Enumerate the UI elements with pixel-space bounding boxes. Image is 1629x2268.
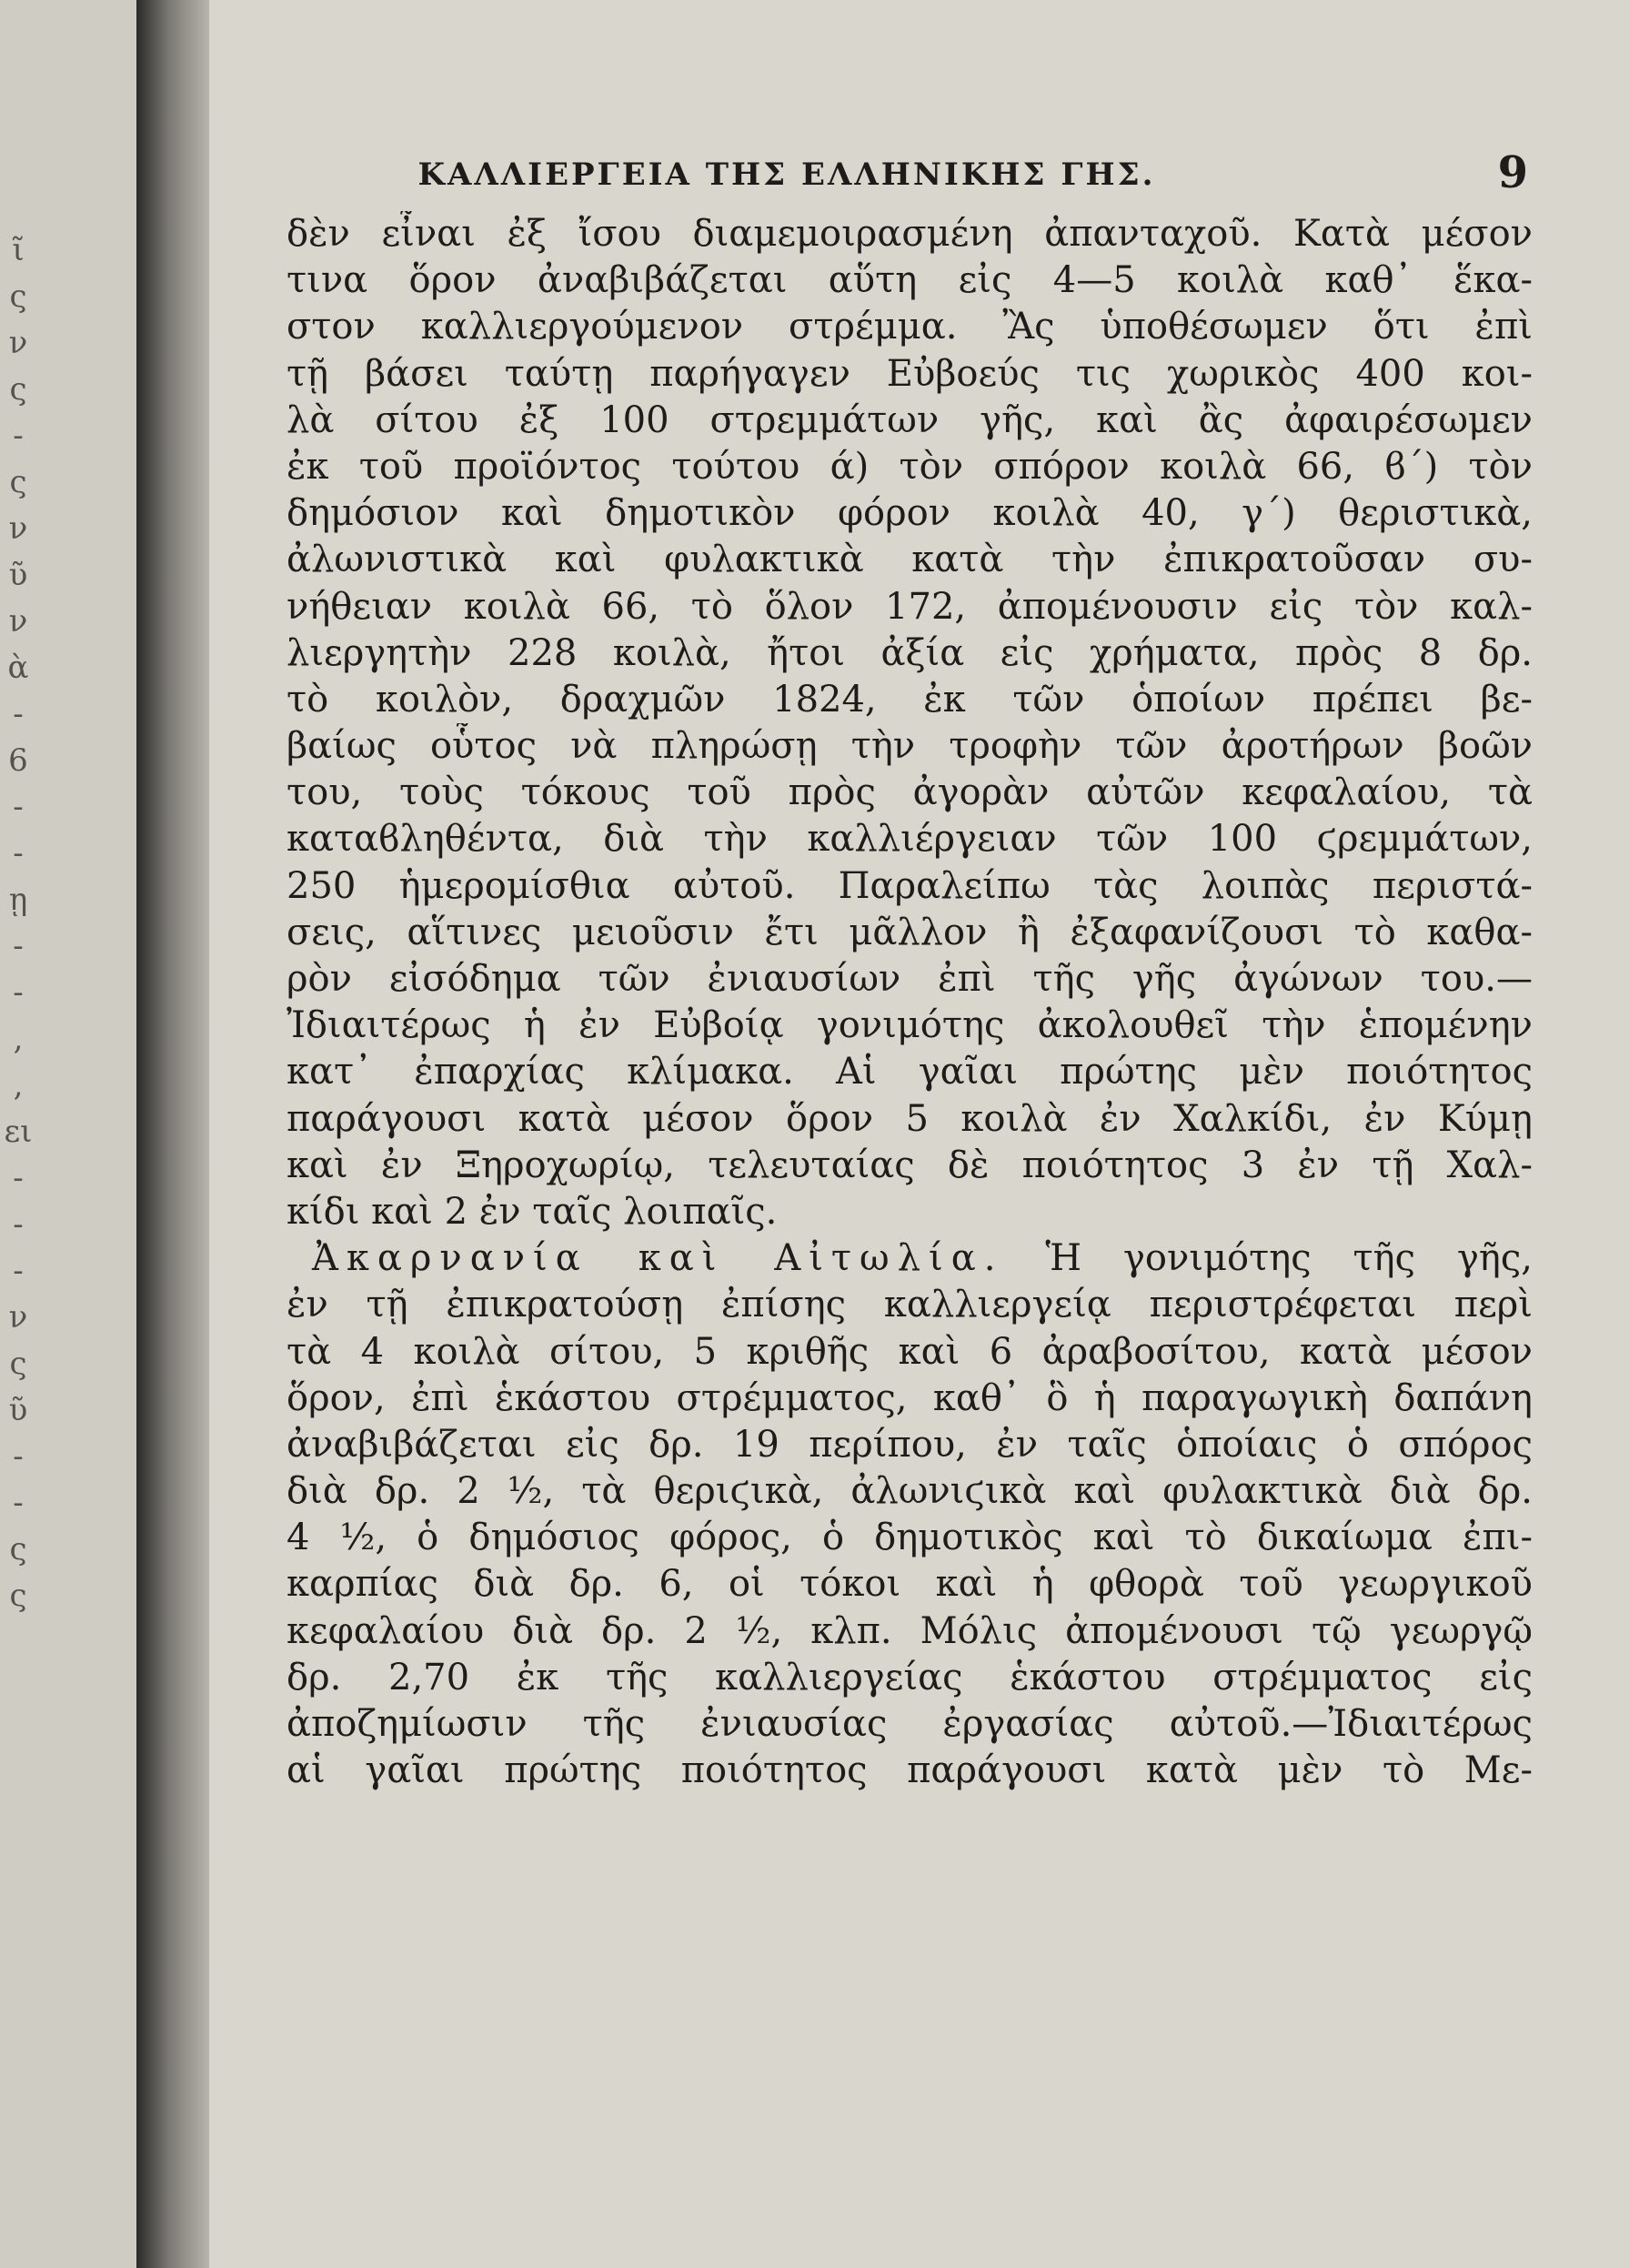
section-heading: Ἀκαρνανία καὶ Αἰτωλία. (312, 1237, 1004, 1280)
left-page-fragment: ν (8, 325, 28, 361)
running-head (282, 146, 1528, 200)
text-line: δρ. 2,70 ἐκ τῆς καλλιεργείας ἑκάστου στρέμματος εἰς (287, 1656, 1533, 1698)
left-page-fragment: - (13, 1206, 24, 1243)
left-page-fragment: ῃ (8, 882, 28, 918)
text-line: 250 ἡμερομίσθια αὐτοῦ. Παραλείπω τὰς λοιπὰς περιστά- (287, 864, 1533, 907)
text-line: 4 ½, ὁ δημόσιος φόρος, ὁ δημοτικὸς καὶ τὸ δικαίωμα ἐπι- (287, 1517, 1533, 1559)
text-line: Ἰδιαιτέρως ἡ ἐν Εὐβοίᾳ γονιμότης ἀκολουθεῖ τὴν ἑπομένην (287, 1004, 1533, 1047)
left-page-fragment: - (13, 418, 24, 454)
left-page-fragment: ς (9, 278, 27, 315)
left-page-fragment: - (13, 928, 24, 964)
left-page-fragment: ς (9, 1578, 27, 1614)
text-line: λὰ σίτου ἐξ 100 στρεμμάτων γῆς, καὶ ἂς ἀφαιρέσωμεν (287, 398, 1533, 441)
text-line: καρπίας διὰ δρ. 6, οἱ τόκοι καὶ ἡ φθορὰ τοῦ γεωργικοῦ (287, 1563, 1533, 1606)
text-line: ρὸν εἰσόδημα τῶν ἐνιαυσίων ἐπὶ τῆς γῆς ἀγώνων του.— (287, 958, 1533, 1000)
left-page-fragment: - (13, 1485, 24, 1521)
left-page-fragment: ῦ (8, 1392, 28, 1428)
text-line: παράγουσι κατὰ μέσον ὅρον 5 κοιλὰ ἐν Χαλκίδι, ἐν Κύμῃ (287, 1097, 1533, 1140)
left-page-edge (0, 0, 136, 2268)
text-line: σεις, αἵτινες μειοῦσιν ἔτι μᾶλλον ἢ ἐξαφανίζουσι τὸ καθα- (287, 911, 1533, 953)
text-line: κίδι καὶ 2 ἐν ταῖς λοιπαῖς. (287, 1190, 778, 1233)
left-page-fragment: ς (9, 1531, 27, 1567)
left-page-fragment: ς (9, 1346, 27, 1382)
text-line: στον καλλιεργούμενον στρέμμα. Ἂς ὑποθέσωμεν ὅτι ἐπὶ (287, 306, 1533, 348)
left-page-fragment: ῦ (8, 557, 28, 593)
left-page-fragment: ς (9, 464, 27, 500)
text-line (287, 1235, 1533, 1282)
left-page-fragment: - (13, 1253, 24, 1289)
left-page-fragment: ν (8, 510, 28, 547)
left-page-fragment: ν (8, 603, 28, 640)
left-page-fragment: , (13, 1021, 24, 1057)
text-line: βαίως οὗτος νὰ πληρώσῃ τὴν τροφὴν τῶν ἀροτήρων βοῶν (287, 725, 1533, 768)
left-page-fragment: - (13, 789, 24, 825)
text-line: κεφαλαίου διὰ δρ. 2 ½, κλπ. Μόλις ἀπομένουσι τῷ γεωργῷ (287, 1609, 1533, 1652)
text-line: ἀναβιβάζεται εἰς δρ. 19 περίπου, ἐν ταῖς ὁποίαις ὁ σπόρος (287, 1423, 1533, 1466)
text-line: ἀλωνιστικὰ καὶ φυλακτικὰ κατὰ τὴν ἐπικρατοῦσαν συ- (287, 539, 1533, 581)
left-page-fragment: - (13, 974, 24, 1011)
page-header-title: ΚΑΛΛΙΕΡΓΕΙΑ ΤΗΣ ΕΛΛΗΝΙΚΗΣ ΓΗΣ. (417, 156, 1156, 193)
left-page-fragment: ν (8, 1299, 28, 1336)
text-line: κατ᾽ ἐπαρχίας κλίμακα. Αἱ γαῖαι πρώτης μὲν ποιότητος (287, 1051, 1533, 1094)
left-page-fragment: - (13, 1438, 24, 1475)
text-line: ἐν τῇ ἐπικρατούσῃ ἐπίσης καλλιεργείᾳ περιστρέφεται περὶ (287, 1284, 1533, 1326)
text-line: δὲν εἶναι ἐξ ἴσου διαμεμοιρασμένη ἀπανταχοῦ. Κατὰ μέσον (287, 213, 1533, 255)
left-page-fragment: 6 (8, 742, 28, 779)
left-page-fragments (0, 227, 36, 1619)
text-line: δημόσιον καὶ δημοτικὸν φόρον κοιλὰ 40, γ΄) θεριστικὰ, (287, 492, 1533, 535)
body-text (287, 211, 1533, 1794)
left-page-fragment: , (13, 1067, 24, 1104)
text-line: ἀποζημίωσιν τῆς ἐνιαυσίας ἐργασίας αὐτοῦ.—Ἰδιαιτέρως (287, 1703, 1533, 1745)
text-line: του, τοὺς τόκους τοῦ πρὸς ἀγορὰν αὐτῶν κεφαλαίου, τὰ (287, 771, 1533, 814)
book-page (209, 0, 1629, 2268)
text-line: ἐκ τοῦ προϊόντος τούτου ά) τὸν σπόρον κοιλὰ 66, ϐ΄) τὸν (287, 445, 1533, 488)
left-page-fragment: ῖ (12, 232, 25, 268)
text-line: τὰ 4 κοιλὰ σίτου, 5 κριθῆς καὶ 6 ἀραβοσίτου, κατὰ μέσον (287, 1330, 1533, 1373)
text-line: τὸ κοιλὸν, δραχμῶν 1824, ἐκ τῶν ὁποίων πρέπει βε- (287, 678, 1533, 721)
left-page-fragment: ὰ (7, 650, 29, 686)
text-line: αἱ γαῖαι πρώτης ποιότητος παράγουσι κατὰ μὲν τὸ Με- (287, 1749, 1533, 1792)
left-page-fragment: ς (9, 371, 27, 408)
book-gutter (136, 0, 209, 2268)
text-line: τῇ βάσει ταύτῃ παρήγαγεν Εὐβοεύς τις χωρικὸς 400 κοι- (287, 352, 1533, 395)
text-line: νήθειαν κοιλὰ 66, τὸ ὅλον 172, ἀπομένουσιν εἰς τὸν καλ- (287, 585, 1533, 628)
text-line: τινα ὅρον ἀναβιβάζεται αὕτη εἰς 4—5 κοιλὰ καθ᾽ ἕκα- (287, 259, 1533, 302)
left-page-fragment: - (13, 1160, 24, 1196)
left-page-fragment: ει (4, 1114, 33, 1150)
left-page-fragment: - (13, 696, 24, 732)
page-number: 9 (1497, 147, 1528, 198)
text-line: ὅρον, ἐπὶ ἑκάστου στρέμματος, καθ᾽ ὃ ἡ παραγωγικὴ δαπάνη (287, 1376, 1533, 1419)
left-page-fragment: - (13, 835, 24, 872)
text-line: διὰ δρ. 2 ½, τὰ θεριϛικὰ, ἀλωνιϛικὰ καὶ φυλακτικὰ διὰ δρ. (287, 1470, 1533, 1513)
text-line: καταϐληθέντα, διὰ τὴν καλλιέργειαν τῶν 100 ϛρεμμάτων, (287, 818, 1533, 861)
text-line-content: Ἡ γονιμότης τῆς γῆς, (1045, 1237, 1533, 1280)
text-line: καὶ ἐν Ξηροχωρίῳ, τελευταίας δὲ ποιότητος 3 ἐν τῇ Χαλ- (287, 1144, 1533, 1186)
text-line: λιεργητὴν 228 κοιλὰ, ἤτοι ἀξία εἰς χρήματα, πρὸς 8 δρ. (287, 631, 1533, 674)
